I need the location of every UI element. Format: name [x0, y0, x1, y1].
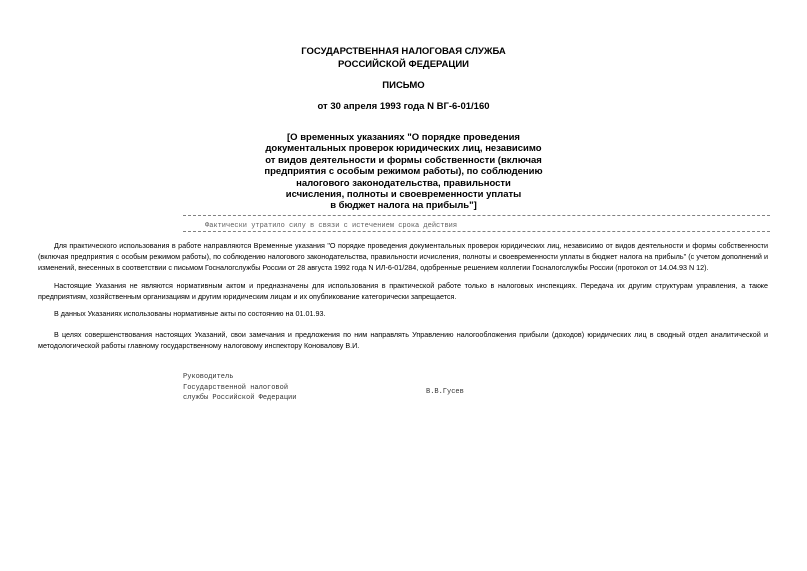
signatory-name: В.В.Гусев [426, 388, 464, 396]
status-note: Фактически утратило силу в связи с истечением срока действия [205, 222, 458, 230]
issuer-line-2: РОССИЙСКОЙ ФЕДЕРАЦИИ [337, 59, 469, 70]
subject-line: в бюджет налога на прибыль"] [330, 200, 477, 212]
subject-line: предприятия с особым режимом работы), по соблюдению [264, 166, 543, 178]
document-date-number: от 30 апреля 1993 года N ВГ-6-01/160 [317, 101, 490, 112]
signatory-title-line: Руководитель [183, 373, 234, 381]
signatory-title [183, 372, 296, 404]
document-subject [0, 132, 807, 212]
document-type: ПИСЬМО [382, 80, 425, 91]
subject-line: исчисления, полноты и своевременности уплаты [285, 189, 522, 201]
body-paragraph-3: В данных Указаниях использованы нормативные акты по состоянию на 01.01.93. [54, 309, 326, 318]
issuer-line-1: ГОСУДАРСТВЕННАЯ НАЛОГОВАЯ СЛУЖБА [301, 46, 506, 57]
body-paragraph-2: Настоящие Указания не являются нормативным актом и предназначены для использования в практической работе только в налоговых инспекциях. Передача их другим структурам управления, а также предприятиям, хозяйственным организациям и другим юридическим лицам и их опубликование категорически запрещается. [38, 281, 768, 302]
subject-line: от видов деятельности и формы собственности (включая [265, 154, 542, 166]
subject-line: документальных проверок юридических лиц, независимо [265, 143, 542, 155]
body-paragraph-1: Для практического использования в работе направляются Временные указания "О порядке проведения документальных проверок юридических лиц, независимо от видов деятельности и формы собственности (включая предприятия с особым режимом работы), по соблюдению налогового законодательства, правильности исчисления, полноты и своевременности уплаты в бюджет налога на прибыль" (с учетом дополнений и изменений, внесенных в соответствии с письмом Госналогслужбы России от 28 августа 1992 года N ИЛ-6-01/284, одобренные решением коллегии Госналогслужбы России (протокол от 14.04.93 N 12). [38, 241, 768, 273]
body-paragraph-4: В целях совершенствования настоящих Указаний, свои замечания и предложения по ним направлять Управлению налогообложения прибыли (доходов) юридических лиц в сводный отдел аналитической и методологической работы главному государственному налоговому инспектору Коновалову В.И. [38, 330, 768, 351]
subject-line: [О временных указаниях "О порядке проведения [287, 132, 520, 143]
subject-line: налогового законодательства, правильности [296, 177, 511, 189]
signatory-title-line: службы Российской Федерации [183, 394, 297, 402]
signatory-title-line: Государственной налоговой [183, 383, 289, 392]
